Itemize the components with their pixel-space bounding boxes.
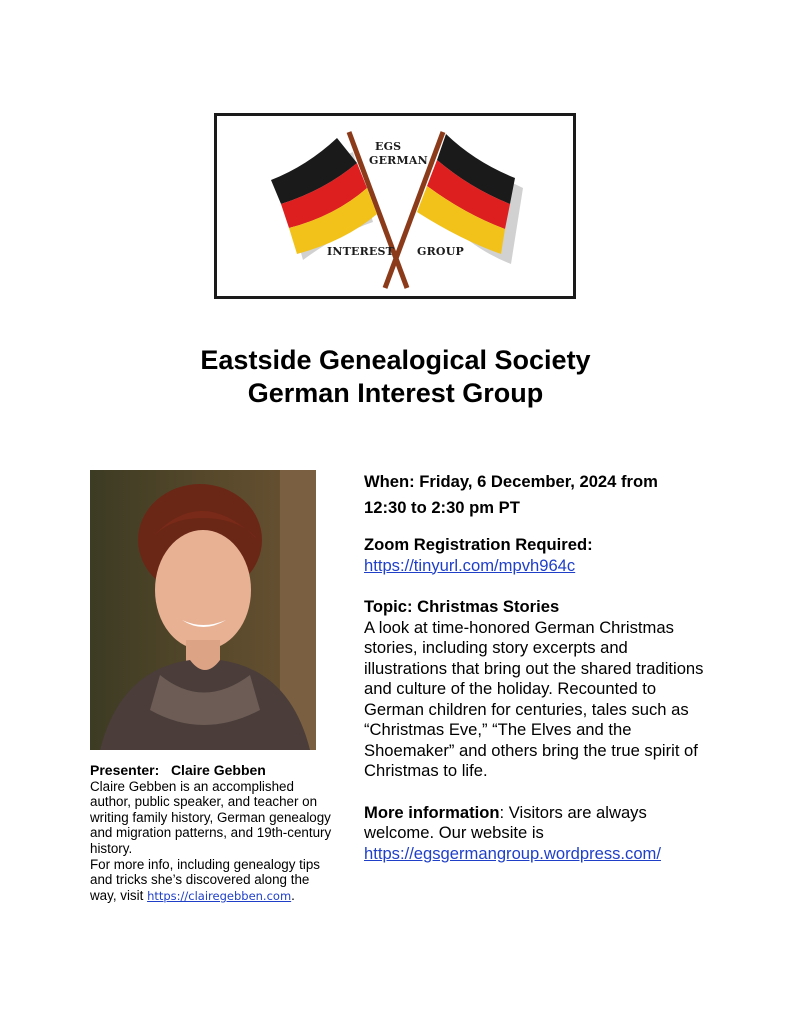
- presenter-more-prefix: For more info, including genealogy tips and tricks she’s discovered along the way, visit: [90, 856, 321, 903]
- presenter-section: [90, 763, 335, 904]
- presenter-more-info: [90, 857, 335, 905]
- more-info-text: : Visitors are always welcome. Our website is: [364, 802, 647, 842]
- logo-text-german: GERMAN: [369, 154, 428, 167]
- page-subtitle: German Interest Group: [247, 378, 544, 408]
- presenter-website-link[interactable]: https://clairegebben.com: [147, 888, 292, 903]
- logo-text-egs: EGS: [375, 140, 402, 153]
- logo-text-group: GROUP: [417, 245, 464, 258]
- presenter-label: Presenter:: [90, 762, 160, 778]
- presenter-name: Claire Gebben: [170, 762, 266, 778]
- page-title: Eastside Genealogical Society: [200, 345, 591, 375]
- presenter-photo: [90, 470, 316, 750]
- more-info-label: More information: [364, 802, 500, 822]
- zoom-registration-link[interactable]: https://tinyurl.com/mpvh964c: [364, 555, 576, 575]
- group-website-link[interactable]: https://egsgermangroup.wordpress.com/: [364, 843, 661, 863]
- event-when-line1: When: Friday, 6 December, 2024 from: [364, 472, 658, 491]
- presenter-bio: Claire Gebben is an accomplished author, public speaker, and teacher on writing family history, German genealogy and migration patterns, and 19th-century history.: [90, 778, 332, 856]
- egs-logo: [214, 113, 576, 299]
- more-info: [364, 803, 704, 844]
- topic-heading: Topic: Christmas Stories: [364, 597, 560, 616]
- topic-description: A look at time-honored German Christmas stories, including story excerpts and illustrations that bring out the shared traditions and culture of the holiday. Recounted to German children for centuries, tales such as “Christmas Eve,” “The Elves and the Shoemaker” and others bring the true spirit of Christmas to life.: [364, 617, 704, 780]
- event-when-line2: 12:30 to 2:30 pm PT: [364, 498, 520, 517]
- zoom-label: Zoom Registration Required:: [364, 535, 593, 554]
- event-details: [364, 469, 704, 864]
- presenter-link-suffix: .: [291, 887, 295, 903]
- presenter-heading: [90, 763, 335, 779]
- logo-text-interest: INTEREST: [327, 245, 395, 258]
